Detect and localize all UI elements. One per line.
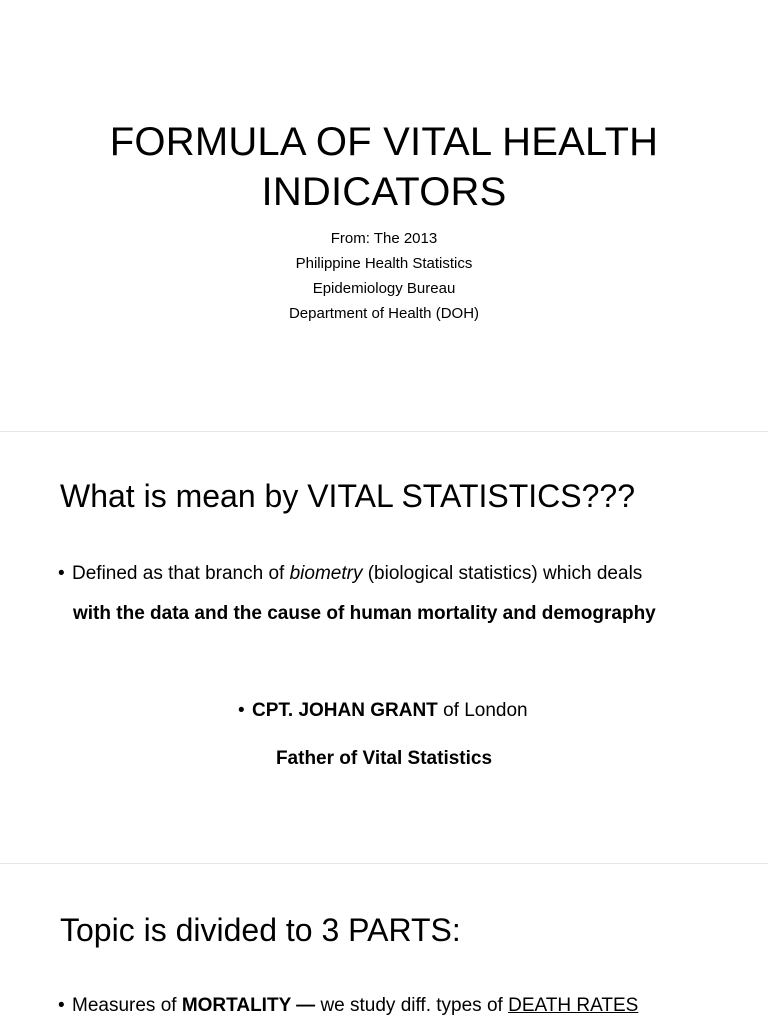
bullet-definition xyxy=(58,561,642,587)
title-line-2: INDICATORS xyxy=(261,170,507,214)
bullet-text: Defined as that branch of xyxy=(72,563,290,584)
title-line-1: FORMULA OF VITAL HEALTH xyxy=(109,120,659,164)
subtitle-line: From: The 2013 xyxy=(330,230,438,247)
definition-slide xyxy=(0,432,768,862)
slide-heading: Topic is divided to 3 PARTS: xyxy=(60,912,461,948)
bullet-definition-continuation: with the data and the cause of human mortality and demography xyxy=(73,603,656,624)
bullet-bold-term: MORTALITY — xyxy=(181,995,316,1016)
bullet-marker: • xyxy=(58,563,65,584)
bullet-text: Measures of xyxy=(72,995,182,1016)
bullet-text: of London xyxy=(437,700,528,721)
bullet-grant xyxy=(238,698,528,724)
bullet-marker: • xyxy=(238,700,245,721)
bullet-text: we study diff. types of xyxy=(315,995,509,1016)
slide-title xyxy=(0,117,768,217)
bullet-bold-name: CPT. JOHAN GRANT xyxy=(252,700,438,721)
topics-slide xyxy=(0,864,768,1024)
bullet-italic-term: biometry xyxy=(289,563,363,584)
title-slide xyxy=(0,0,768,430)
subtitle-line: Philippine Health Statistics xyxy=(295,255,473,272)
bullet-underlined-term: DEATH RATES xyxy=(508,995,639,1016)
subtitle-line: Epidemiology Bureau xyxy=(312,280,456,297)
slide-subtitle xyxy=(0,226,768,326)
bullet-marker: • xyxy=(58,995,65,1016)
bullet-text: (biological statistics) which deals xyxy=(362,563,643,584)
bullet-mortality xyxy=(58,993,638,1019)
slide-heading: What is mean by VITAL STATISTICS??? xyxy=(60,478,635,514)
subtitle-line: Department of Health (DOH) xyxy=(288,305,480,322)
bullet-grant-title: Father of Vital Statistics xyxy=(275,748,493,769)
